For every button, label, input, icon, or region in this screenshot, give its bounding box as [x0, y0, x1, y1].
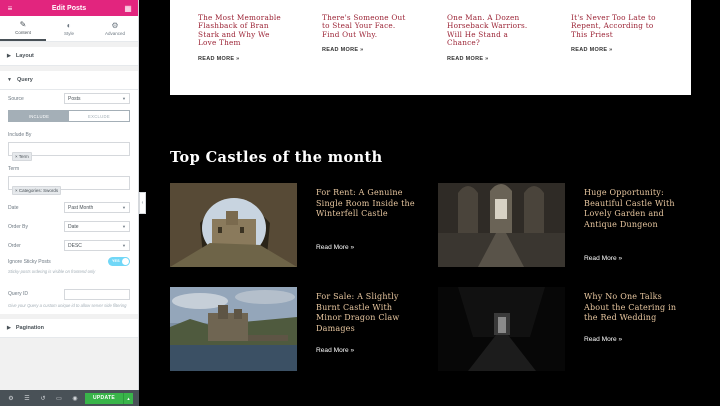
- tab-style[interactable]: [46, 16, 92, 41]
- read-more-link[interactable]: Read More »: [584, 336, 623, 343]
- include-exclude-switcher: [8, 110, 130, 122]
- read-more-link[interactable]: READ MORE »: [322, 47, 364, 54]
- panel-title: Edit Posts: [51, 4, 87, 12]
- date-control: [8, 202, 130, 213]
- source-label: Source: [8, 95, 24, 102]
- posts-grid-section: [170, 0, 691, 95]
- page-preview: [146, 0, 720, 406]
- read-more-link[interactable]: READ MORE »: [571, 47, 613, 54]
- order-by-select[interactable]: [64, 221, 130, 232]
- caret-right-icon: ▶: [7, 325, 11, 331]
- panel-collapse-handle[interactable]: ‹: [139, 192, 146, 214]
- settings-icon[interactable]: ⚙: [8, 395, 14, 402]
- sticky-hint: Sticky-posts ordering is visible on frontend only: [8, 269, 96, 274]
- sticky-control: [8, 257, 130, 266]
- castle-thumbnail[interactable]: [170, 183, 297, 267]
- order-value: DESC: [68, 242, 82, 249]
- pencil-icon: ✎: [19, 20, 27, 29]
- castle-thumbnail[interactable]: [438, 183, 565, 267]
- section-query[interactable]: [0, 71, 138, 90]
- panel-footer: [0, 390, 139, 406]
- post-card: [322, 14, 414, 53]
- widgets-grid-icon[interactable]: ▦: [124, 3, 132, 13]
- post-title[interactable]: The Most Memorable Flashback of Bran Stark and Why We Love Them: [198, 13, 281, 48]
- include-by-tag-text: Term: [18, 154, 29, 159]
- order-select[interactable]: [64, 240, 130, 251]
- sticky-toggle[interactable]: [108, 257, 130, 266]
- source-value: Posts: [68, 95, 81, 102]
- term-tag-text: Categories: Swords: [18, 188, 59, 193]
- menu-icon[interactable]: ≡: [7, 3, 13, 13]
- include-by-select[interactable]: [8, 142, 130, 159]
- section-layout[interactable]: [0, 47, 138, 66]
- section-query-label: Query: [16, 77, 33, 83]
- caret-right-icon: ▶: [7, 53, 11, 59]
- tab-style-label: Style: [63, 31, 74, 36]
- date-value: Past Month: [68, 204, 94, 211]
- source-select[interactable]: [64, 93, 130, 104]
- read-more-link[interactable]: Read More »: [584, 255, 623, 262]
- chevron-down-icon: ▼: [122, 243, 126, 248]
- read-more-link[interactable]: READ MORE »: [198, 55, 240, 62]
- post-card: [198, 14, 290, 62]
- order-by-value: Date: [68, 223, 79, 230]
- post-title[interactable]: There's Someone Out to Steal Your Face. Find Out Why.: [322, 13, 406, 39]
- gear-icon: ⚙: [111, 21, 119, 30]
- responsive-icon[interactable]: ▭: [56, 395, 62, 402]
- section-layout-label: Layout: [15, 53, 34, 59]
- tab-content-label: Content: [15, 30, 31, 35]
- preview-eye-icon[interactable]: ◉: [72, 395, 78, 402]
- editor-panel: [0, 0, 139, 406]
- panel-header: [0, 0, 138, 16]
- castle-post-title[interactable]: For Sale: A Slightly Burnt Castle With Minor Dragon Claw Damages: [316, 292, 400, 333]
- post-card: [447, 14, 539, 62]
- chevron-down-icon: ▼: [122, 96, 126, 101]
- query-id-control: [8, 289, 130, 300]
- castle-thumbnail[interactable]: [170, 287, 297, 371]
- query-id-input[interactable]: [64, 289, 130, 300]
- query-id-label: Query ID: [8, 291, 29, 297]
- read-more-link[interactable]: READ MORE »: [447, 55, 489, 62]
- query-section-body: [0, 90, 138, 314]
- order-by-control: [8, 221, 130, 232]
- source-control: [8, 93, 130, 104]
- tab-advanced[interactable]: [92, 16, 138, 41]
- caret-down-icon: ▼: [7, 77, 12, 83]
- tab-advanced-label: Advanced: [104, 31, 125, 36]
- order-control: [8, 240, 130, 251]
- sticky-label: Ignore Sticky Posts: [8, 258, 51, 265]
- order-label: Order: [8, 242, 21, 249]
- chevron-down-icon: ▼: [122, 205, 126, 210]
- exclude-tab[interactable]: EXCLUDE: [88, 113, 110, 119]
- include-by-label: Include By: [8, 132, 32, 138]
- include-tab[interactable]: INCLUDE: [9, 111, 69, 121]
- section-pagination-label: Pagination: [15, 325, 44, 331]
- navigator-icon[interactable]: ☰: [24, 395, 30, 402]
- castle-post-title[interactable]: Huge Opportunity: Beautiful Castle With Lovely Garden and Antique Dungeon: [584, 188, 675, 229]
- read-more-link[interactable]: Read More »: [316, 244, 355, 251]
- query-id-hint: Give your Query a custom unique id to allow server side filtering: [8, 302, 127, 308]
- order-by-label: Order By: [8, 223, 29, 230]
- update-options-button[interactable]: ▲: [123, 393, 133, 404]
- castle-thumbnail[interactable]: [438, 287, 565, 371]
- term-label: Term: [8, 166, 20, 172]
- chevron-down-icon: ▼: [122, 224, 126, 229]
- post-card: [571, 14, 663, 53]
- update-button[interactable]: UPDATE: [85, 393, 123, 404]
- castle-post-title[interactable]: Why No One Talks About the Catering in the Red Wedding: [584, 292, 677, 322]
- include-by-tag[interactable]: × Term: [12, 152, 32, 161]
- panel-tabs: [0, 16, 138, 42]
- date-select[interactable]: [64, 202, 130, 213]
- sticky-toggle-text: YES: [112, 259, 120, 263]
- history-icon[interactable]: ↺: [40, 395, 46, 402]
- section-pagination[interactable]: [0, 319, 138, 338]
- date-label: Date: [8, 204, 19, 211]
- term-tag[interactable]: × Categories: Swords: [12, 186, 61, 195]
- tab-content[interactable]: [0, 16, 46, 41]
- post-title[interactable]: It's Never Too Late to Repent, According to This Priest: [571, 13, 656, 39]
- circle-half-icon: ◐: [66, 21, 72, 30]
- castles-heading: Top Castles of the month: [170, 149, 383, 166]
- post-title[interactable]: One Man. A Dozen Horseback Warriors. Will He Stand a Chance?: [447, 13, 528, 48]
- term-select[interactable]: [8, 176, 130, 193]
- castle-post-title[interactable]: For Rent: A Genuine Single Room Inside the Winterfell Castle: [316, 188, 415, 218]
- read-more-link[interactable]: Read More »: [316, 347, 355, 354]
